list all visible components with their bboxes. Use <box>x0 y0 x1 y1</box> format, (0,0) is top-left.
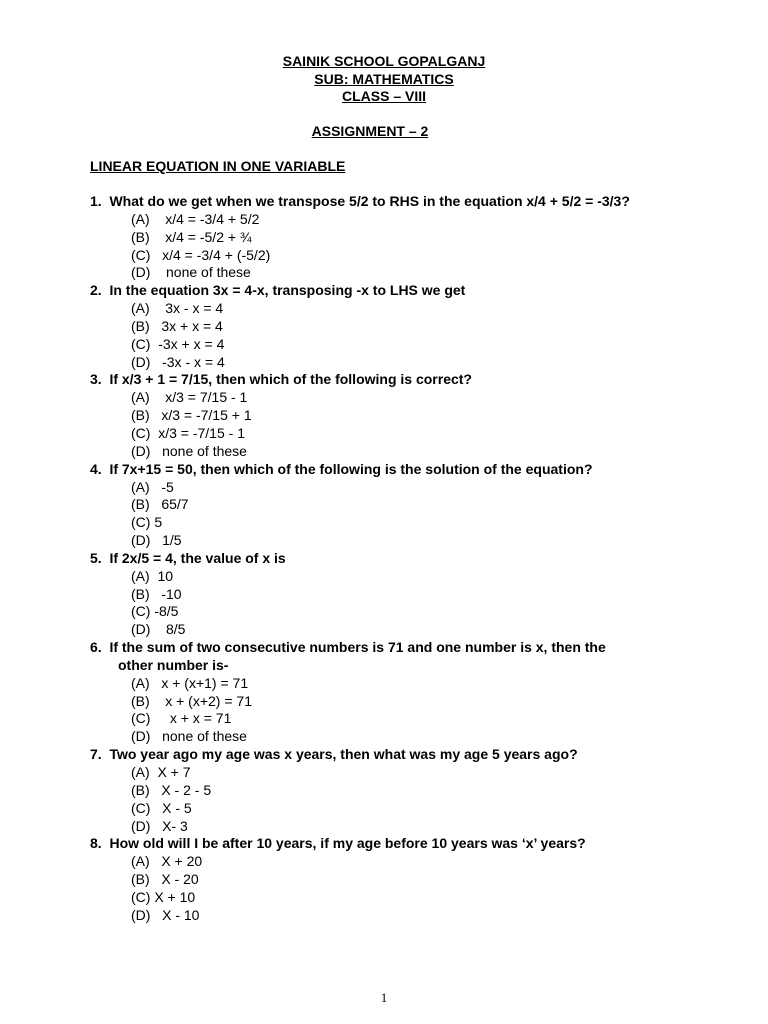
option-c: (C) x/4 = -3/4 + (-5/2) <box>131 246 271 263</box>
question-text: 6. If the sum of two consecutive numbers is 71 and one number is x, then the <box>90 639 606 656</box>
school-name: SAINIK SCHOOL GOPALGANJ <box>282 53 486 69</box>
option-a: (A) -5 <box>131 478 174 495</box>
question-text: 4. If 7x+15 = 50, then which of the following is the solution of the equation? <box>90 460 593 477</box>
option-b: (B) x/4 = -5/2 + ¾ <box>131 228 252 245</box>
option-d: (D) X - 10 <box>131 906 200 923</box>
option-c: (C) x/3 = -7/15 - 1 <box>131 424 245 441</box>
option-c: (C) X - 5 <box>131 799 192 816</box>
option-d: (D) X- 3 <box>131 817 188 834</box>
option-a: (A) 10 <box>131 567 174 584</box>
question-text: 7. Two year ago my age was x years, then what was my age 5 years ago? <box>90 746 578 763</box>
question-text: 1. What do we get when we transpose 5/2 to RHS in the equation x/4 + 5/2 = -3/3? <box>90 193 630 209</box>
question-item <box>90 550 730 639</box>
question-item <box>90 746 730 835</box>
option-a: (A) x + (x+1) = 71 <box>131 674 249 691</box>
question-text-continued: other number is- <box>118 656 229 673</box>
option-d: (D) 1/5 <box>131 532 182 549</box>
question-item <box>90 639 730 746</box>
option-b: (B) x + (x+2) = 71 <box>131 692 252 709</box>
option-b: (B) X - 20 <box>131 871 199 888</box>
question-text: 2. In the equation 3x = 4-x, transposing -x to LHS we get <box>90 282 466 299</box>
option-a: (A) 3x - x = 4 <box>131 300 224 317</box>
option-b: (B) 3x + x = 4 <box>131 317 223 334</box>
option-a: (A) x/3 = 7/15 - 1 <box>131 389 248 406</box>
option-a: (A) X + 20 <box>131 853 203 870</box>
option-b: (B) -10 <box>131 585 182 602</box>
option-a: (A) x/4 = -3/4 + 5/2 <box>131 210 260 227</box>
question-text: 8. How old will I be after 10 years, if my age before 10 years was ‘x’ years? <box>90 835 586 852</box>
option-d: (D) 8/5 <box>131 621 186 638</box>
option-b: (B) 65/7 <box>131 496 189 513</box>
question-item <box>90 282 730 371</box>
option-c: (C) -3x + x = 4 <box>131 335 225 352</box>
option-b: (B) x/3 = -7/15 + 1 <box>131 407 252 424</box>
question-item <box>90 371 730 460</box>
option-d: (D) none of these <box>131 728 247 745</box>
question-item <box>90 461 730 550</box>
question-item <box>90 193 730 282</box>
document-header <box>0 53 768 106</box>
question-text: 5. If 2x/5 = 4, the value of x is <box>90 549 286 566</box>
option-c: (C) 5 <box>131 514 163 531</box>
option-d: (D) none of these <box>131 442 247 459</box>
option-b: (B) X - 2 - 5 <box>131 781 212 798</box>
option-c: (C) x + x = 71 <box>131 710 232 727</box>
topic-heading: LINEAR EQUATION IN ONE VARIABLE <box>90 158 346 174</box>
option-c: (C) -8/5 <box>131 603 179 620</box>
option-d: (D) -3x - x = 4 <box>131 353 225 370</box>
subject-line: SUB: MATHEMATICS <box>314 70 454 87</box>
page-number: 1 <box>380 990 388 1005</box>
class-line: CLASS – VIII <box>341 88 427 104</box>
option-d: (D) none of these <box>131 264 251 281</box>
question-item <box>90 835 730 924</box>
option-a: (A) X + 7 <box>131 764 191 780</box>
question-list <box>90 193 730 925</box>
option-c: (C) X + 10 <box>131 888 196 905</box>
question-text: 3. If x/3 + 1 = 7/15, then which of the following is correct? <box>90 371 472 388</box>
assignment-title: ASSIGNMENT – 2 <box>311 123 429 139</box>
